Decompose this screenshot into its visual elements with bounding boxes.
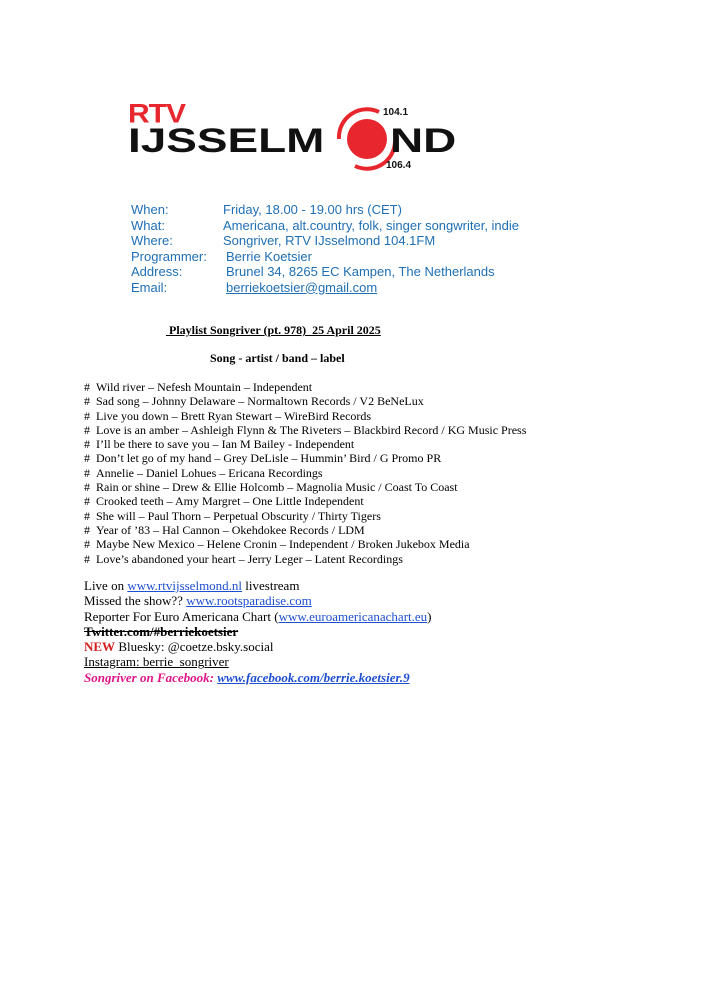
instagram-line xyxy=(84,654,432,669)
livestream-line xyxy=(84,578,432,593)
where-label: Where: xyxy=(131,233,173,248)
track-text: Crooked teeth – Amy Margret – One Little Independent xyxy=(96,494,364,509)
track-text: Year of ’83 – Hal Cannon – Okehdokee Records / LDM xyxy=(96,522,365,537)
list-item: # Year of ’83 – Hal Cannon – Okehdokee Records / LDM xyxy=(84,522,365,537)
bluesky-handle: Bluesky: @coetze.bsky.social xyxy=(115,639,274,655)
track-text: Sad song – Johnny Delaware – Normaltown Records / V2 BeNeLux xyxy=(96,394,424,409)
list-item: # Crooked teeth – Amy Margret – One Little Independent xyxy=(84,494,364,509)
facebook-line xyxy=(84,670,432,685)
missed-show-line xyxy=(84,593,432,608)
reporter-suffix: ) xyxy=(427,608,432,624)
rtv-website-link[interactable]: www.rtvijsselmond.nl xyxy=(127,578,243,593)
playlist-columns: Song - artist / band – label xyxy=(210,351,345,365)
livestream-prefix: Live on xyxy=(84,578,128,593)
list-item: # Maybe New Mexico – Helene Cronin – Independent / Broken Jukebox Media xyxy=(84,537,470,552)
list-item: # Love’s abandoned your heart – Jerry Leger – Latent Recordings xyxy=(84,551,403,566)
when-label: When: xyxy=(131,202,169,217)
list-item: # Love is an amber – Ashleigh Flynn & The Riveters – Blackbird Record / KG Music Press xyxy=(84,422,527,437)
list-item: # Rain or shine – Drew & Ellie Holcomb – Magnolia Music / Coast To Coast xyxy=(84,480,458,495)
track-text: Don’t let go of my hand – Grey DeLisle – Hummin’ Bird / G Promo PR xyxy=(96,451,442,466)
track-text: I’ll be there to save you – Ian M Bailey - Independent xyxy=(96,437,355,452)
list-item: # Sad song – Johnny Delaware – Normaltown Records / V2 BeNeLux xyxy=(84,394,424,409)
programmer-value: Berrie Koetsier xyxy=(226,248,312,264)
list-item: # Annelie – Daniel Lohues – Ericana Recordings xyxy=(84,465,323,480)
logo-left-text: IJSSELM xyxy=(128,122,325,160)
track-text: Live you down – Brett Ryan Stewart – WireBird Records xyxy=(96,408,372,423)
rootsparadise-link[interactable]: www.rootsparadise.com xyxy=(186,593,312,609)
programmer-label: Programmer: xyxy=(131,248,207,264)
new-badge: NEW xyxy=(84,639,116,655)
logo-freq-top: 104.1 xyxy=(383,107,409,118)
track-text: Wild river – Nefesh Mountain – Independent xyxy=(96,380,313,394)
list-item: # Live you down – Brett Ryan Stewart – WireBird Records xyxy=(84,408,372,423)
twitter-line xyxy=(84,624,432,639)
track-text: Rain or shine – Drew & Ellie Holcomb – Magnolia Music / Coast To Coast xyxy=(96,480,458,495)
list-item: # She will – Paul Thorn – Perpetual Obscurity / Thirty Tigers xyxy=(84,508,381,523)
reporter-line xyxy=(84,609,432,624)
twitter-handle: Twitter.com/#berriekoetsier xyxy=(84,623,239,639)
logo-freq-bottom: 106.4 xyxy=(386,160,412,171)
list-item: # I’ll be there to save you – Ian M Bailey - Independent xyxy=(84,437,355,452)
facebook-link[interactable]: www.facebook.com/berrie.koetsier.9 xyxy=(217,669,410,685)
logo-right-text: ND xyxy=(390,122,457,160)
list-item: # Don’t let go of my hand – Grey DeLisle – Hummin’ Bird / G Promo PR xyxy=(84,451,442,466)
footer-links xyxy=(84,578,432,685)
livestream-suffix: livestream xyxy=(242,578,300,593)
where-value: Songriver, RTV IJsselmond 104.1FM xyxy=(223,233,436,248)
facebook-label: Songriver on Facebook: xyxy=(84,669,214,685)
station-logo xyxy=(128,99,512,174)
list-item: # Wild river – Nefesh Mountain – Independent xyxy=(84,380,313,394)
bluesky-line xyxy=(84,639,432,654)
what-label: What: xyxy=(131,217,165,233)
missed-show-prefix: Missed the show?? xyxy=(84,593,187,609)
track-text: She will – Paul Thorn – Perpetual Obscurity / Thirty Tigers xyxy=(96,508,381,523)
playlist xyxy=(84,380,526,566)
address-value: Brunel 34, 8265 EC Kampen, The Netherlands xyxy=(226,264,495,279)
when-value: Friday, 18.00 - 19.00 hrs (CET) xyxy=(223,202,402,217)
address-label: Address: xyxy=(131,264,183,279)
logo-rtv-text: RTV xyxy=(128,99,185,129)
reporter-prefix: Reporter For Euro Americana Chart ( xyxy=(84,608,279,624)
track-text: Love is an amber – Ashleigh Flynn & The Riveters – Blackbird Record / KG Music Press xyxy=(96,422,527,437)
track-text: Annelie – Daniel Lohues – Ericana Recordings xyxy=(96,465,323,480)
euroamericana-link[interactable]: www.euroamericanachart.eu xyxy=(278,608,428,624)
email-link[interactable]: berriekoetsier@gmail.com xyxy=(226,279,378,295)
instagram-handle[interactable]: Instagram: berrie_songriver xyxy=(84,654,229,670)
track-text: Maybe New Mexico – Helene Cronin – Independent / Broken Jukebox Media xyxy=(96,537,470,552)
playlist-title: Playlist Songriver (pt. 978) 25 April 2025 xyxy=(166,323,381,337)
what-value: Americana, alt.country, folk, singer songwriter, indie xyxy=(223,217,520,233)
track-text: Love’s abandoned your heart – Jerry Leger – Latent Recordings xyxy=(96,551,403,566)
email-label: Email: xyxy=(131,279,168,295)
